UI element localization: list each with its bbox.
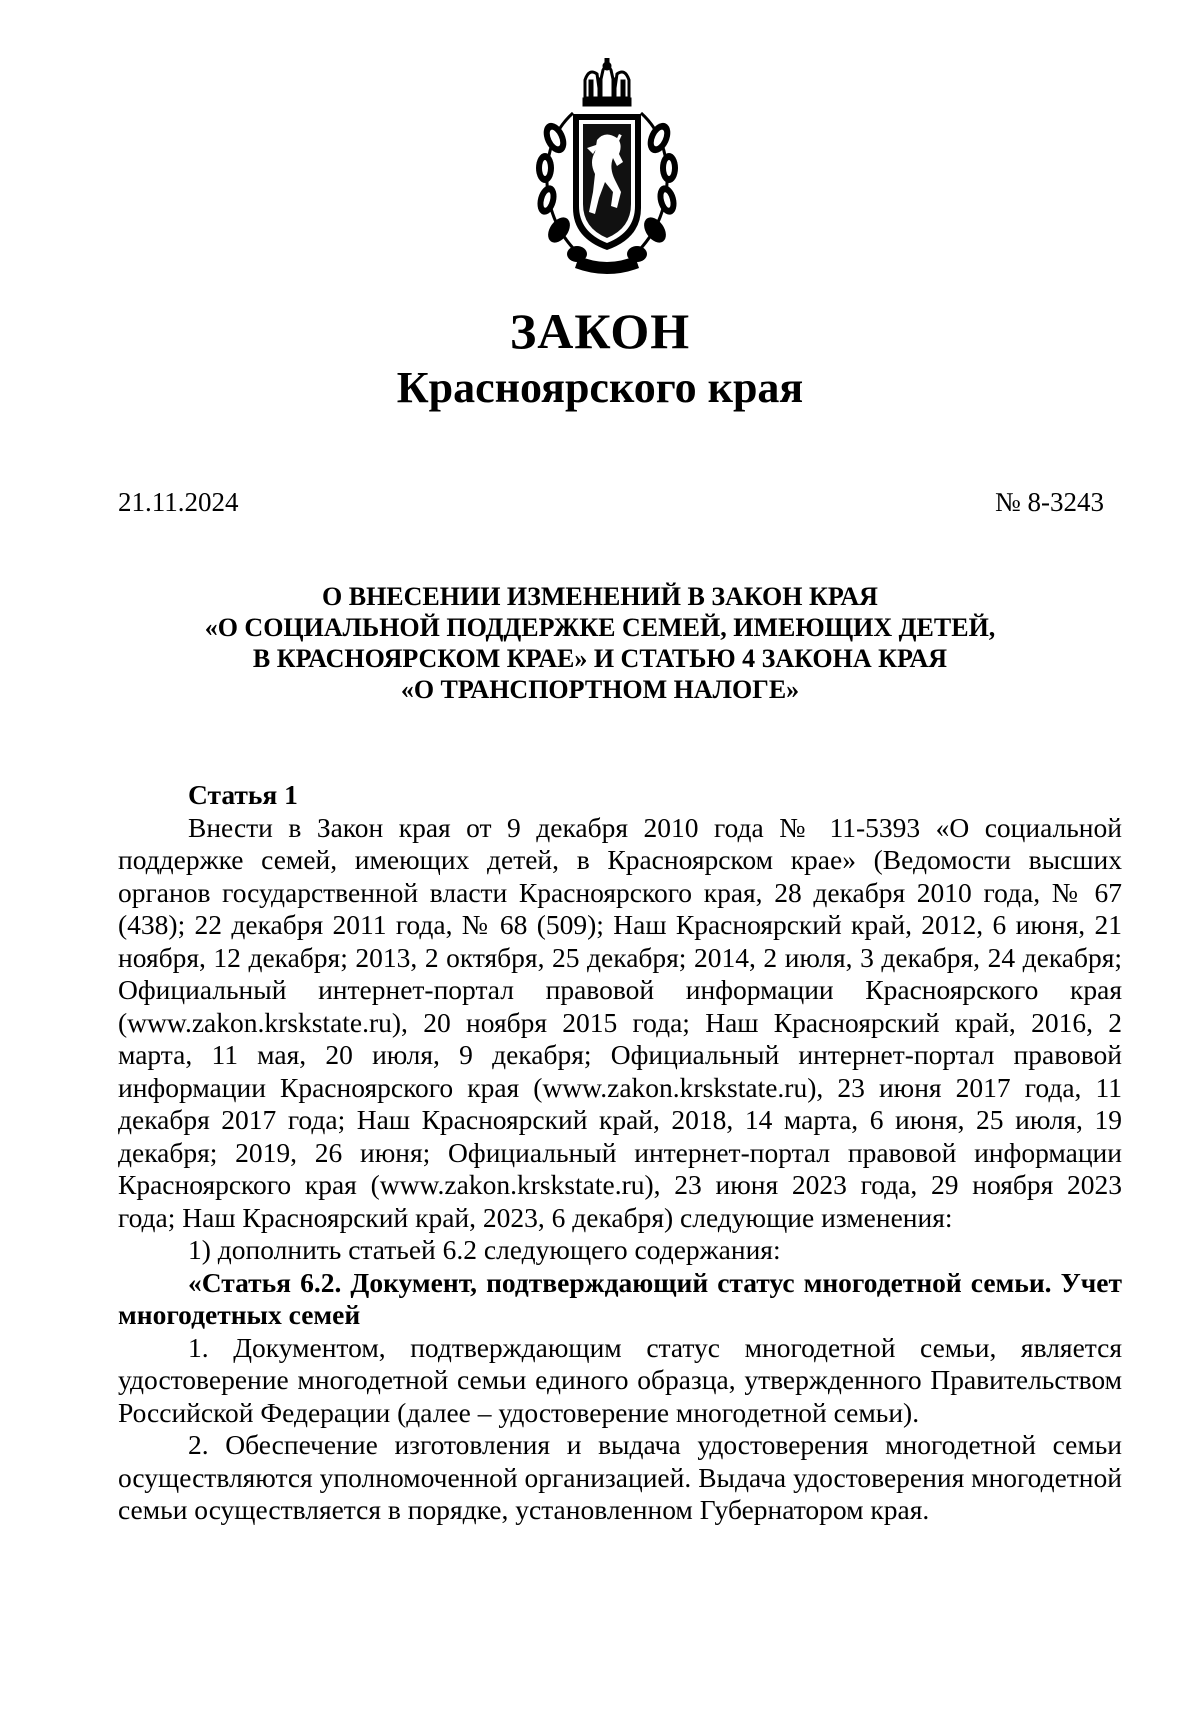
law-body (118, 779, 1122, 1527)
law-title-line: В КРАСНОЯРСКОМ КРАЕ» И СТАТЬЮ 4 ЗАКОНА КРАЯ (252, 644, 948, 673)
law-label: ЗАКОН (509, 303, 691, 359)
new-article-heading: «Статья 6.2. Документ, подтверждающий статус многодетной семьи. Учет многодетных семей (118, 1266, 1122, 1330)
law-date: 21.11.2024 (118, 487, 239, 517)
law-title (150, 581, 1050, 705)
law-title-line: О ВНЕСЕНИИ ИЗМЕНЕНИЙ В ЗАКОН КРАЯ (322, 582, 878, 611)
clause-2-paragraph: 2. Обеспечение изготовления и выдача удостоверения многодетной семьи осуществляются уполномоченной организацией. Выдача удостоверения многодетной семьи осуществляется в порядке, установленном Губернатором края. (118, 1429, 1122, 1525)
article-heading: Статья 1 (188, 779, 298, 810)
law-title-line: «О СОЦИАЛЬНОЙ ПОДДЕРЖКЕ СЕМЕЙ, ИМЕЮЩИХ ДЕТЕЙ, (204, 613, 996, 642)
article-intro-paragraph: Внести в Закон края от 9 декабря 2010 года № 11-5393 «О социальной поддержке семей, имеющих детей, в Красноярском крае» (Ведомости высших органов государственной власти Красноярского края, 28 декабря 2010 года, № 67 (438); 22 декабря 2011 года, № 68 (509); Наш Красноярский край, 2012, 6 июня, 21 ноября, 12 декабря; 2013, 2 октября, 25 декабря; 2014, 2 июля, 3 декабря, 24 декабря; Официальный интернет-портал правовой информации Красноярского края (www.zakon.krskstate.ru), 20 ноября 2015 года; Наш Красноярский край, 2016, 2 марта, 11 мая, 20 июля, 9 декабря; Официальный интернет-портал правовой информации Красноярского края (www.zakon.krskstate.ru), 23 июня 2017 года, 11 декабря 2017 года; Наш Красноярский край, 2018, 14 марта, 6 июня, 25 июля, 19 декабря; 2019, 26 июня; Официальный интернет-портал правовой информации Красноярского края (www.zakon.krskstate.ru), 23 июня 2023 года, 29 ноября 2023 года; Наш Красноярский край, 2023, 6 декабря) следующие изменения: (118, 811, 1122, 1233)
clause-1-paragraph: 1. Документом, подтверждающим статус многодетной семьи, является удостоверение многодетной семьи единого образца, утвержденного Правительством Российской Федерации (далее – удостоверение многодетной семьи). (118, 1331, 1122, 1428)
issuer-title: Красноярского края (396, 363, 804, 412)
law-title-line: «О ТРАНСПОРТНОМ НАЛОГЕ» (400, 675, 800, 704)
amendment-item-1: 1) дополнить статьей 6.2 следующего содержания: (188, 1234, 781, 1265)
law-number: № 8-3243 (994, 487, 1104, 517)
coat-of-arms-emblem (533, 58, 681, 280)
